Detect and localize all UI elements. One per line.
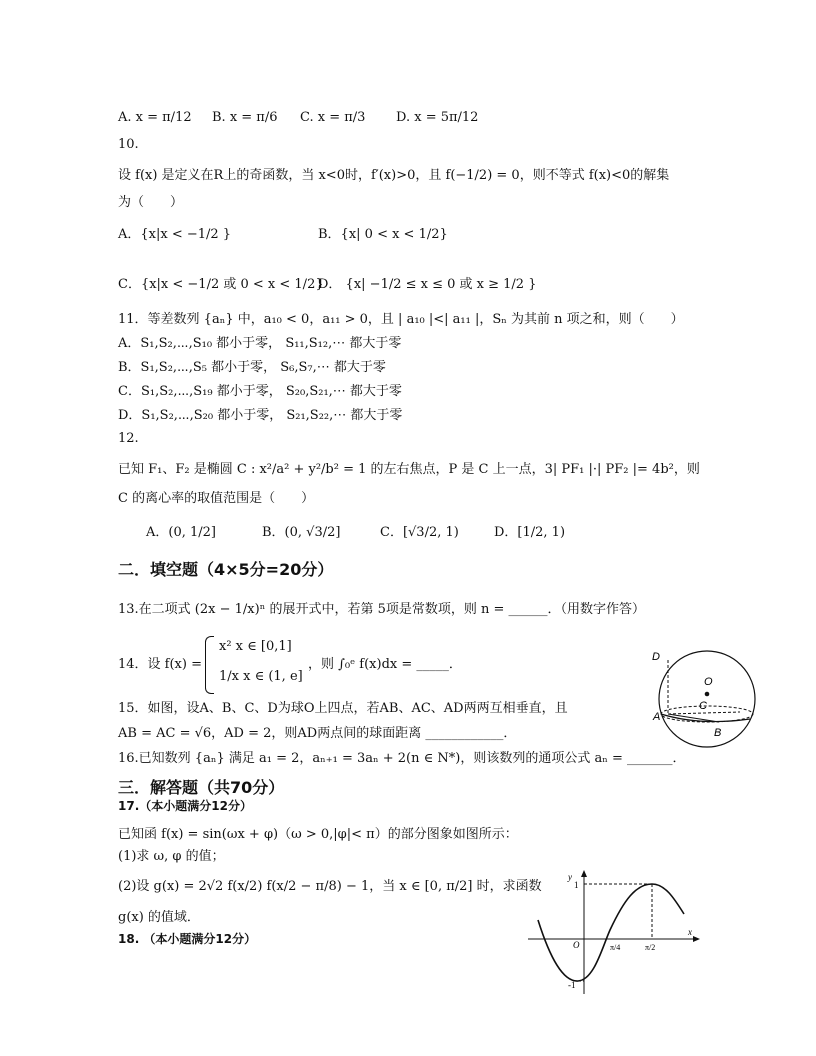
sphere-label-a: A xyxy=(653,711,661,723)
q12-option-d: D．[1/2, 1) xyxy=(494,525,566,540)
q11-option-d: D．S₁,S₂,⋯,S₂₀ 都小于零， S₂₁,S₂₂,⋯ 都大于零 xyxy=(118,408,403,423)
q10-option-d: D． {x| −1/2 ≤ x ≤ 0 或 x ≥ 1/2 } xyxy=(318,277,537,292)
q17-header: 17.（本小题满分12分） xyxy=(118,799,252,813)
q12-option-a: A．(0, 1/2] xyxy=(146,525,216,540)
section-fill-in-title: 二．填空题（4×5分=20分） xyxy=(118,560,334,579)
graph-label-origin: O xyxy=(573,940,580,950)
q16-text: 16.已知数列 {aₙ} 满足 a₁ = 2，aₙ₊₁ = 3aₙ + 2(n ∈ N*)，则该数列的通项公式 aₙ = _______． xyxy=(118,751,686,766)
sphere-label-d: D xyxy=(652,651,660,663)
q10-option-b: B．{x| 0 < x < 1/2} xyxy=(318,227,448,242)
q14-cases-brace xyxy=(205,636,214,694)
q15-line-1: 15．如图，设A、B、C、D为球O上四点，若AB、AC、AD两两互相垂直，且 xyxy=(118,701,568,716)
section-solutions-title: 三．解答题（共70分） xyxy=(118,778,285,797)
q14-case-1: x² x ∈ [0,1] xyxy=(219,639,292,654)
q18-header: 18. （本小题满分12分） xyxy=(118,932,257,946)
q10-option-a: A．{x|x < −1/2 } xyxy=(118,227,232,242)
q12-option-c: C．[√3/2, 1) xyxy=(380,525,459,540)
sine-graph-figure xyxy=(528,868,704,998)
graph-label-one: 1 xyxy=(574,880,579,890)
q12-stem-cont: C 的离心率的取值范围是（ ） xyxy=(118,491,315,506)
q14-tail: ，则 ∫₀ᵉ f(x)dx = _____． xyxy=(308,657,462,672)
q12-number: 12. xyxy=(118,431,139,446)
q15-line-2: AB = AC = √6，AD = 2，则AD两点间的球面距离 ____________． xyxy=(118,726,517,741)
q11-option-c: C．S₁,S₂,⋯,S₁₉ 都小于零， S₂₀,S₂₁,⋯ 都大于零 xyxy=(118,384,402,399)
q9-option-a: A. x = π/12 xyxy=(118,110,192,125)
q9-option-c: C. x = π/3 xyxy=(300,110,366,125)
q10-stem-cont: 为（ ） xyxy=(118,195,184,210)
q9-option-b: B. x = π/6 xyxy=(212,110,278,125)
q11-option-b: B．S₁,S₂,⋯,S₅ 都小于零， S₆,S₇,⋯ 都大于零 xyxy=(118,360,386,375)
q11-option-a: A．S₁,S₂,⋯,S₁₀ 都小于零， S₁₁,S₁₂,⋯ 都大于零 xyxy=(118,336,402,351)
q11-stem: 11．等差数列 {aₙ} 中，a₁₀ < 0，a₁₁ > 0，且 | a₁₀ |<| a₁₁ |，Sₙ 为其前 n 项之和，则（ ） xyxy=(118,312,684,327)
q12-option-b: B．(0, √3/2] xyxy=(262,525,341,540)
q17-line-2: (1)求 ω, φ 的值； xyxy=(118,849,225,864)
graph-label-y: y xyxy=(568,872,572,882)
q14-case-2: 1/x x ∈ (1, e] xyxy=(219,669,303,684)
graph-label-x: x xyxy=(688,927,692,937)
sphere-label-o: O xyxy=(704,676,713,688)
q17-line-3: (2)设 g(x) = 2√2 f(x/2) f(x/2 − π/8) − 1，当 x ∈ [0, π/2] 时，求函数 xyxy=(118,879,542,894)
q13-text: 13.在二项式 (2x − 1/x)ⁿ 的展开式中，若第 5项是常数项，则 n = ______．（用数字作答） xyxy=(118,602,646,617)
graph-label-neg-one: -1 xyxy=(568,980,576,990)
sphere-label-b: B xyxy=(714,727,722,739)
q12-stem: 已知 F₁、F₂ 是椭圆 C : x²/a² + y²/b² = 1 的左右焦点，P 是 C 上一点，3| PF₁ |·| PF₂ |= 4b²，则 xyxy=(118,462,700,477)
sphere-label-c: C xyxy=(699,700,707,712)
q17-line-4: g(x) 的值域． xyxy=(118,910,200,925)
q9-option-d: D. x = 5π/12 xyxy=(396,110,479,125)
q10-number: 10. xyxy=(118,137,139,152)
q10-stem: 设 f(x) 是定义在R上的奇函数，当 x<0时，f′(x)>0，且 f(−1/2) = 0，则不等式 f(x)<0的解集 xyxy=(118,168,670,183)
graph-label-pi-4: π/4 xyxy=(610,943,621,952)
graph-label-pi-2: π/2 xyxy=(645,943,656,952)
q14-lead: 14．设 f(x) = xyxy=(118,657,202,672)
q10-option-c: C．{x|x < −1/2 或 0 < x < 1/2} xyxy=(118,277,324,292)
q17-line-1: 已知函 f(x) = sin(ωx + φ)（ω > 0,|φ|< π）的部分图象如图所示： xyxy=(118,827,518,842)
